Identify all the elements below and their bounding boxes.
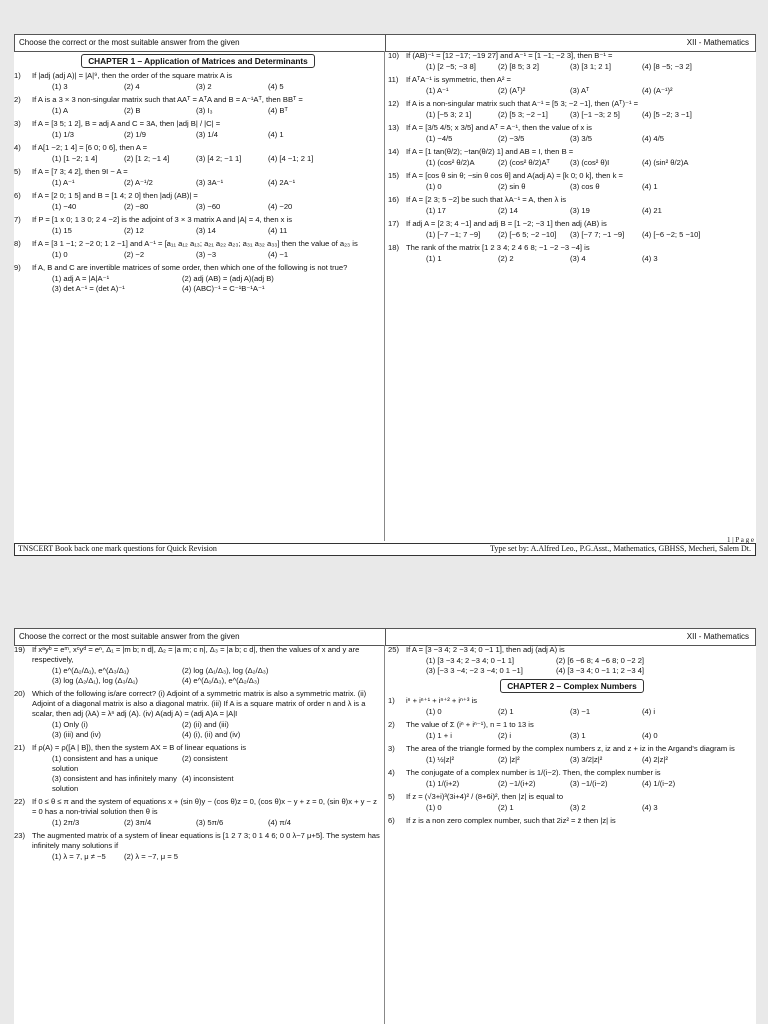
options [426,86,756,96]
option[interactable]: (3) 1/4 [196,130,218,139]
options [52,154,382,164]
question-text: If AᵀA⁻¹ is symmetric, then A² = [406,75,511,84]
options [426,206,756,216]
question-22 [14,797,382,828]
question-3 [14,119,382,140]
question-number: 4) [388,768,395,777]
question-number: 18) [388,243,399,252]
question-5 [388,792,756,813]
option[interactable]: (4) Bᵀ [268,106,288,115]
option[interactable]: (2) |z|² [498,755,520,764]
option[interactable]: (3) 4 [570,254,586,263]
question-number: 2) [388,720,395,729]
question-text: If |adj (adj A)| = |A|⁹, then the order of the square matrix A is [32,71,233,80]
option[interactable]: (1) e^(Δ₂/Δ₁), e^(Δ₃/Δ₁) [52,666,129,675]
question-number: 13) [388,123,399,132]
question-11 [388,75,756,96]
question-text: The augmented matrix of a system of linear equations is [1 2 7 3; 0 1 4 6; 0 0 λ−7 μ+5]. The system has infinitely many solutions if [32,831,380,850]
question-number: 16) [388,195,399,204]
option[interactable]: (1) A⁻¹ [426,86,449,95]
option[interactable]: (3) [−3 3 −4; −2 3 −4; 0 1 −1] [426,666,523,675]
question-1 [388,696,756,717]
question-text: The conjugate of a complex number is 1/(i−2). Then, the complex number is [406,768,661,777]
subject: XII - Mathematics [686,38,749,47]
option[interactable]: (3) [3 1; 2 1] [570,62,611,71]
question-number: 23) [14,831,25,840]
question-17 [388,219,756,240]
question-text: If adj A = [2 3; 4 −1] and adj B = [1 −2; −3 1] then adj (AB) is [406,219,607,228]
options [426,230,756,240]
options [52,754,382,794]
option[interactable]: (1) 0 [426,803,442,812]
question-number: 5) [14,167,21,176]
question-8 [14,239,382,260]
option[interactable]: (3) 3/5 [570,134,592,143]
question-13 [388,123,756,144]
option[interactable]: (3) 5π/6 [196,818,224,827]
option[interactable]: (4) (A⁻¹)² [642,86,673,95]
option[interactable]: (3) 3A⁻¹ [196,178,224,187]
question-text: If A is a non-singular matrix such that A⁻¹ = [5 3; −2 −1], then (Aᵀ)⁻¹ = [406,99,639,108]
option[interactable]: (1) 0 [426,182,442,191]
question-text: If (AB)⁻¹ = [12 −17; −19 27] and A⁻¹ = [1 −1; −2 3], then B⁻¹ = [406,51,613,60]
question-5 [14,167,382,188]
question-text: If A = [1 tan(θ/2); −tan(θ/2) 1] and AB = I, then B = [406,147,574,156]
question-text: If ρ(A) = ρ([A | B]), then the system AX = B of linear equations is [32,743,247,752]
question-number: 7) [14,215,21,224]
option[interactable]: (1) 1 + i [426,731,452,740]
option[interactable]: (3) (iii) and (iv) [52,730,101,739]
option[interactable]: (4) 1/(i−2) [642,779,676,788]
option[interactable]: (3) −60 [196,202,221,211]
option[interactable]: (4) i [642,707,656,716]
question-6 [14,191,382,212]
footer-book: TNSCERT Book back one mark questions for Quick Revision [18,544,217,553]
question-20 [14,689,382,740]
column-right [388,645,756,1024]
option[interactable]: (2) consistent [182,754,228,763]
option[interactable]: (2) −80 [124,202,149,211]
option[interactable]: (3) 3/2|z|² [570,755,603,764]
option[interactable]: (1) 0 [52,250,68,259]
option[interactable]: (1) [−7 −1; 7 −9] [426,230,481,239]
options [426,254,756,264]
page-1 [14,34,756,556]
options [52,274,382,294]
question-number: 3) [14,119,21,128]
option[interactable]: (4) 11 [268,226,288,235]
option[interactable]: (2) −3/5 [498,134,525,143]
option[interactable]: (4) [3 −3 4; 0 −1 1; 2 −3 4] [556,666,645,675]
option[interactable]: (3) cos θ [570,182,600,191]
option[interactable]: (1) [−5 3; 2 1] [426,110,472,119]
option[interactable]: (1) A [52,106,69,115]
question-number: 25) [388,645,399,654]
question-number: 5) [388,792,395,801]
option[interactable]: (1) −4/5 [426,134,453,143]
footer-typeset: Type set by: A.Alfred Leo., P.G.Asst., Mathematics, GBHSS, Mecheri, Salem Dt. [490,544,751,553]
option[interactable]: (2) [6 −6 8; 4 −6 8; 0 −2 2] [556,656,645,665]
option[interactable]: (3) (cos² θ)I [570,158,610,167]
question-text: If A = [cos θ sin θ; −sin θ cos θ] and A(adj A) = [k 0; 0 k], then k = [406,171,623,180]
question-number: 12) [388,99,399,108]
option[interactable]: (2) 3π/4 [124,818,152,827]
options [426,62,756,72]
options [52,720,382,740]
option[interactable]: (2) [5 3; −2 −1] [498,110,548,119]
question-number: 1) [14,71,21,80]
option[interactable]: (3) 2 [570,803,586,812]
question-number: 20) [14,689,25,698]
question-text: Which of the following is/are correct? (i) Adjoint of a symmetric matrix is also a symmetric matrix. (ii) Adjoint of a diagonal matrix is also a diagonal matrix. (iii) If A is a square matrix of order n and λ is a scalar, then adj (λA) = λⁿ adj (A). (iv) A(adj A) = (adj A)A = |A|I [32,689,367,718]
option[interactable]: (2) B [124,106,141,115]
option[interactable]: (3) [4 2; −1 1] [196,154,242,163]
option[interactable]: (4) 5 [268,82,284,91]
question-text: If z = (√3+i)³(3i+4)² / (8+6i)², then |z| is equal to [406,792,564,801]
option[interactable]: (4) inconsistent [182,774,234,783]
question-15 [388,171,756,192]
question-text: If A[1 −2; 1 4] = [6 0; 0 6], then A = [32,143,148,152]
page-number: 1 | P a g e [727,536,754,544]
question-text: If A = [2 3; 5 −2] be such that λA⁻¹ = A, then λ is [406,195,566,204]
option[interactable]: (4) −1 [268,250,289,259]
options [52,130,382,140]
question-number: 2) [14,95,21,104]
option[interactable]: (1) −40 [52,202,77,211]
question-2 [14,95,382,116]
option[interactable]: (1) 1/(i+2) [426,779,460,788]
page-footer [14,543,756,556]
option[interactable]: (2) i [498,731,512,740]
question-text: The rank of the matrix [1 2 3 4; 2 4 6 8; −1 −2 −3 −4] is [406,243,590,252]
option[interactable]: (1) (cos² θ/2)A [426,158,475,167]
question-21 [14,743,382,794]
options [426,182,756,192]
option[interactable]: (2) −2 [124,250,145,259]
page-2 [14,628,756,1024]
subject: XII - Mathematics [686,632,749,641]
page-header [14,34,756,52]
option[interactable]: (3) [−7 7; −1 −9] [570,230,625,239]
option[interactable]: (1) Only (i) [52,720,88,729]
question-19 [14,645,382,686]
option[interactable]: (1) 1 [426,254,442,263]
option[interactable]: (2) log (Δ₁/Δ₃), log (Δ₂/Δ₃) [182,666,269,675]
option[interactable]: (2) 2 [498,254,514,263]
option[interactable]: (4) 3 [642,803,658,812]
option[interactable]: (2) 1 [498,803,514,812]
option[interactable]: (4) −20 [268,202,293,211]
instruction: Choose the correct or the most suitable answer from the given [19,38,240,47]
question-number: 15) [388,171,399,180]
question-text: The area of the triangle formed by the complex numbers z, iz and z + iz in the Argand's diagram is [406,744,735,753]
option[interactable]: (3) consistent and has infinitely many solution [52,774,177,793]
options [426,707,756,717]
options [426,158,756,168]
option[interactable]: (3) I₃ [196,106,213,115]
question-text: If xᵃyᵇ = eᵐ, xᶜyᵈ = eⁿ, Δ₁ = |m b; n d|, Δ₂ = |a m; c n|, Δ₃ = |a b; c d|, then the values of x and y are respectively, [32,645,360,664]
question-text: If A = [3/5 4/5; x 3/5] and Aᵀ = A⁻¹, then the value of x is [406,123,592,132]
question-number: 6) [14,191,21,200]
option[interactable]: (2) 14 [498,206,518,215]
option[interactable]: (2) (Aᵀ)² [498,86,526,95]
question-number: 21) [14,743,25,752]
option[interactable]: (2) λ = −7, μ = 5 [124,852,178,861]
option[interactable]: (4) 2|z|² [642,755,668,764]
option[interactable]: (4) 21 [642,206,662,215]
question-number: 8) [14,239,21,248]
options [52,82,382,92]
question-10 [388,51,756,72]
question-number: 9) [14,263,21,272]
question-number: 11) [388,75,399,84]
option[interactable]: (2) A⁻¹/2 [124,178,153,187]
question-text: If A = [3 −3 4; 2 −3 4; 0 −1 1], then adj (adj A) is [406,645,565,654]
option[interactable]: (1) 3 [52,82,68,91]
question-text: If A, B and C are invertible matrices of some order, then which one of the following is not true? [32,263,348,272]
options [52,818,382,828]
question-text: If A = [3 1 −1; 2 −2 0; 1 2 −1] and A⁻¹ = [a₁₁ a₁₂ a₁₃; a₂₁ a₂₂ a₂₃; a₃₁ a₃₂ a₃₃] then the value of a₂₃ is [32,239,358,248]
option[interactable]: (3) 19 [570,206,590,215]
option[interactable]: (2) 12 [124,226,144,235]
question-number: 19) [14,645,25,654]
options [52,852,382,862]
option[interactable]: (4) 1 [268,130,284,139]
question-text: The value of Σ (iⁿ + iⁿ⁻¹), n = 1 to 13 is [406,720,534,729]
question-18 [388,243,756,264]
option[interactable]: (3) −3 [196,250,217,259]
options [52,250,382,260]
option[interactable]: (4) (i), (ii) and (iv) [182,730,241,739]
question-number: 10) [388,51,399,60]
option[interactable]: (1) adj A = |A|A⁻¹ [52,274,110,283]
question-1 [14,71,382,92]
question-text: If A is a 3 × 3 non-singular matrix such that AAᵀ = AᵀA and B = A⁻¹Aᵀ, then BBᵀ = [32,95,303,104]
question-6 [388,816,756,826]
question-number: 17) [388,219,399,228]
option[interactable]: (4) π/4 [268,818,291,827]
options [426,779,756,789]
option[interactable]: (3) Aᵀ [570,86,590,95]
option[interactable]: (4) 1 [642,182,658,191]
option[interactable]: (2) 4 [124,82,140,91]
option[interactable]: (4) [8 −5; −3 2] [642,62,692,71]
options [426,110,756,120]
page-header [14,628,756,646]
option[interactable]: (2) sin θ [498,182,526,191]
option[interactable]: (1) A⁻¹ [52,178,75,187]
chapter-title: CHAPTER 2 – Complex Numbers [500,679,644,693]
question-2 [388,720,756,741]
option[interactable]: (3) log (Δ₂/Δ₁), log (Δ₃/Δ₁) [52,676,138,685]
question-text: If P = [1 x 0; 1 3 0; 2 4 −2] is the adjoint of 3 × 3 matrix A and |A| = 4, then x is [32,215,293,224]
option[interactable]: (3) 1 [570,731,586,740]
question-7 [14,215,382,236]
question-4 [388,768,756,789]
option[interactable]: (3) det A⁻¹ = (det A)⁻¹ [52,284,125,293]
option[interactable]: (4) 3 [642,254,658,263]
option[interactable]: (3) −1/(i−2) [570,779,608,788]
options [52,106,382,116]
option[interactable]: (4) 2A⁻¹ [268,178,296,187]
question-text: If A = [3 5; 1 2], B = adj A and C = 3A, then |adj B| / |C| = [32,119,221,128]
option[interactable]: (1) λ = 7, μ ≠ −5 [52,852,106,861]
options [52,178,382,188]
option[interactable]: (4) (ABC)⁻¹ = C⁻¹B⁻¹A⁻¹ [182,284,265,293]
question-text: If 0 ≤ θ ≤ π and the system of equations x + (sin θ)y − (cos θ)z = 0, (cos θ)x − y + z = 0, (sin θ)x + y − z = 0 has a non-trivial solution then θ is [32,797,377,816]
options [426,755,756,765]
option[interactable]: (2) adj (AB) = (adj A)(adj B) [182,274,274,283]
option[interactable]: (3) 2 [196,82,212,91]
option[interactable]: (2) [−6 5; −2 −10] [498,230,557,239]
option[interactable]: (2) (cos² θ/2)Aᵀ [498,158,550,167]
option[interactable]: (1) [1 −2; 1 4] [52,154,98,163]
question-3 [388,744,756,765]
instruction: Choose the correct or the most suitable answer from the given [19,632,240,641]
question-number: 1) [388,696,395,705]
option[interactable]: (2) [8 5; 3 2] [498,62,539,71]
question-text: If z is a non zero complex number, such that 2iz² = z̄ then |z| is [406,816,616,825]
column-left [14,51,382,556]
column-left [14,645,382,1024]
question-text: If A = [7 3; 4 2], then 9I − A = [32,167,128,176]
option[interactable]: (4) 0 [642,731,658,740]
option[interactable]: (1) 0 [426,707,442,716]
option[interactable]: (4) [5 −2; 3 −1] [642,110,692,119]
option[interactable]: (1) ½|z|² [426,755,454,764]
option[interactable]: (1) 17 [426,206,446,215]
option[interactable]: (3) [−1 −3; 2 5] [570,110,620,119]
option[interactable]: (2) (ii) and (iii) [182,720,229,729]
question-4 [14,143,382,164]
option[interactable]: (4) e^(Δ₁/Δ₃), e^(Δ₂/Δ₃) [182,676,260,685]
question-number: 6) [388,816,395,825]
question-16 [388,195,756,216]
option[interactable]: (1) 15 [52,226,72,235]
option[interactable]: (1) 2π/3 [52,818,80,827]
column-right [388,51,756,556]
question-9 [14,263,382,294]
option[interactable]: (1) [3 −3 4; 2 −3 4; 0 −1 1] [426,656,515,665]
option[interactable]: (1) 1/3 [52,130,74,139]
option[interactable]: (1) [2 −5; −3 8] [426,62,476,71]
question-23 [14,831,382,862]
option[interactable]: (4) (sin² θ/2)A [642,158,689,167]
question-number: 4) [14,143,21,152]
options [426,803,756,813]
options [52,226,382,236]
option[interactable]: (3) 14 [196,226,216,235]
option[interactable]: (4) 4/5 [642,134,664,143]
chapter-title: CHAPTER 1 – Application of Matrices and Determinants [81,54,315,68]
options [426,134,756,144]
option[interactable]: (2) 1 [498,707,514,716]
option[interactable]: (2) −1/(i+2) [498,779,536,788]
options [426,731,756,741]
options [426,656,756,676]
question-14 [388,147,756,168]
options [52,202,382,212]
option[interactable]: (3) −1 [570,707,591,716]
options [52,666,382,686]
question-number: 14) [388,147,399,156]
question-number: 3) [388,744,395,753]
option[interactable]: (2) [1 2; −1 4] [124,154,170,163]
option[interactable]: (1) consistent and has a unique solution [52,754,158,773]
question-number: 22) [14,797,25,806]
question-25 [388,645,756,676]
option[interactable]: (4) [−6 −2; 5 −10] [642,230,701,239]
question-text: iⁿ + iⁿ⁺¹ + iⁿ⁺² + iⁿ⁺³ is [406,696,477,705]
option[interactable]: (2) 1/9 [124,130,146,139]
option[interactable]: (4) [4 −1; 2 1] [268,154,314,163]
question-12 [388,99,756,120]
question-text: If A = [2 0; 1 5] and B = [1 4; 2 0] then |adj (AB)| = [32,191,198,200]
